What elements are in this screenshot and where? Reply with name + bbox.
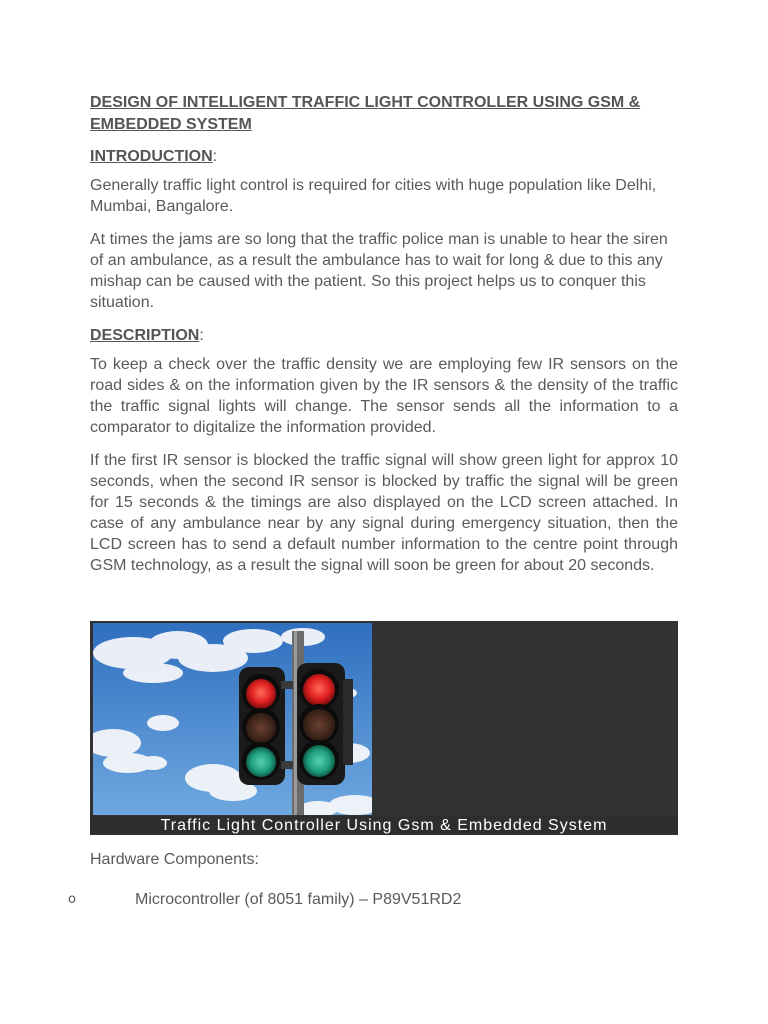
hardware-item-microcontroller: Microcontroller (of 8051 family) – P89V51RD2 bbox=[135, 891, 462, 908]
figure-caption: Traffic Light Controller Using Gsm & Embedded System bbox=[90, 816, 678, 835]
introduction-paragraph-2: At times the jams are so long that the traffic police man is unable to hear the siren of an ambulance, as a result the ambulance has to wait for long & due to this any mishap can be caused with the patient. So this project helps us to conquer this situation. bbox=[90, 231, 668, 311]
description-heading-text: DESCRIPTION bbox=[90, 327, 200, 344]
introduction-heading bbox=[90, 146, 678, 167]
introduction-paragraph-1: Generally traffic light control is required for cities with huge population like Delhi, Mumbai, Bangalore. bbox=[90, 177, 657, 215]
bullet-icon: o bbox=[68, 892, 76, 907]
description-paragraph-2: If the first IR sensor is blocked the traffic signal will show green light for approx 10 seconds, when the second IR sensor is blocked by traffic the signal will be green for 15 seconds & the timings are also displayed on the LCD screen attached. In case of any ambulance near by any signal during emergency situation, then the LCD screen has to send a default number information to the centre point through GSM technology, as a result the signal will soon be green for about 20 seconds. bbox=[90, 452, 678, 574]
hardware-components-heading: Hardware Components: bbox=[90, 851, 259, 868]
document-body bbox=[90, 92, 678, 588]
introduction-heading-text: INTRODUCTION bbox=[90, 148, 213, 165]
introduction-heading-colon: : bbox=[212, 148, 218, 165]
document-title: DESIGN OF INTELLIGENT TRAFFIC LIGHT CONTROLLER USING GSM & EMBEDDED SYSTEM bbox=[90, 94, 641, 133]
description-heading-colon: : bbox=[199, 327, 204, 344]
description-heading bbox=[90, 325, 678, 346]
description-paragraph-1: To keep a check over the traffic density we are employing few IR sensors on the road sides & on the information given by the IR sensors & the density of the traffic the traffic signal lights will change. The sensor sends all the information to a comparator to digitalize the information provided. bbox=[90, 356, 678, 436]
traffic-light-photo bbox=[93, 623, 372, 815]
traffic-light-figure bbox=[90, 621, 678, 835]
